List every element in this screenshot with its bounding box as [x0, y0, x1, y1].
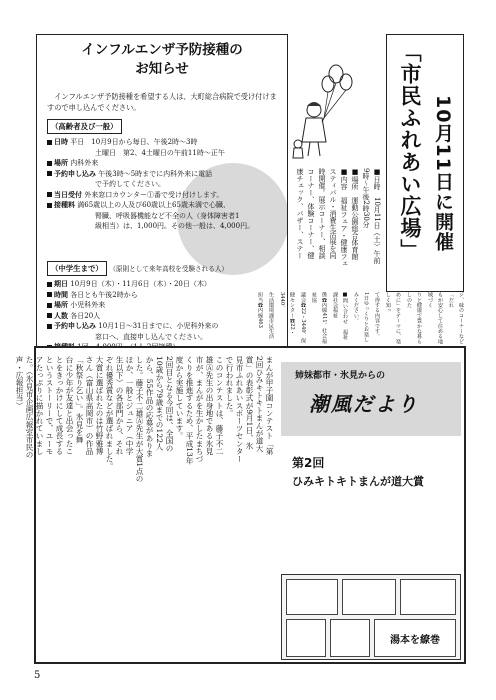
bullet-square — [47, 140, 52, 145]
vertical-text-column: りと健康で豊かな暮らしのた — [406, 292, 422, 344]
info-row — [47, 221, 283, 232]
flu-title-line2: お知らせ — [135, 61, 189, 77]
vertical-text-column: 10歳から79歳までの122人 — [155, 356, 164, 451]
vertical-text-column: ほか、一般とジュニア（中学 — [125, 356, 134, 455]
manga-panel — [400, 579, 456, 615]
info-row — [47, 300, 283, 311]
manga-artwork — [281, 574, 461, 660]
vertical-text-column: 見市ふれあいスポーツセンター — [235, 356, 244, 463]
vertical-text-column: ジ、味のコーナーなど「だれ — [448, 292, 464, 344]
vertical-text-column: 声・広報担当） — [15, 356, 24, 410]
manga-award-section — [15, 346, 466, 664]
info-text: 午後3時～5時までに内科外来に電話 — [98, 169, 213, 178]
festival-title-box — [386, 34, 464, 292]
vertical-text-column: て得する内容です。 — [374, 292, 380, 339]
award-heading-line1: 第2回 — [292, 456, 325, 470]
bullet-square — [47, 313, 52, 318]
vertical-text-column: 生以下）の各部門から、それ — [115, 356, 124, 455]
vertical-text-column: 2回ひみキトキトまんが道大 — [255, 356, 264, 453]
junior-section — [47, 261, 283, 353]
award-heading — [292, 454, 424, 489]
info-label: 期日 — [54, 280, 68, 288]
vertical-text-column: 2回目となる今回は、全国の — [165, 356, 174, 453]
vertical-text-column: 係☎内線411、社会福祉協 — [311, 292, 327, 344]
info-row — [47, 332, 283, 343]
vertical-text-column: 台に少年が友達と出会ったこ — [65, 356, 74, 455]
info-text: 10月1日～31日までに、小児科外来の — [98, 322, 219, 330]
banner-subtitle: 姉妹都市・氷見からの — [295, 371, 386, 381]
vertical-text-column: ■場所 運動公園総合体育館 — [351, 168, 359, 260]
bullet-square — [47, 161, 52, 166]
info-text: 級相当）は、1,000円。その他一般は、4,000円。 — [95, 222, 255, 230]
vertical-text-column: まんが甲子園コンテスト「第 — [265, 356, 274, 455]
flu-title-line1: インフルエンザ予防接種の — [81, 42, 243, 58]
vertical-text-column: 雄Ⓐ先生の出身地である氷見 — [205, 356, 214, 455]
info-label: 予約申し込み — [54, 169, 96, 178]
info-label: 当日受付 — [54, 190, 82, 199]
info-text: 平日 10月9日から毎日、午後2時～3時 — [70, 138, 198, 146]
vertical-text-column: くりを推進するため、平成13年 — [185, 356, 194, 465]
info-row — [47, 190, 283, 201]
vertical-text-column: というストーリーで、ユーモ — [45, 356, 54, 455]
shiokaze-banner — [281, 362, 461, 436]
info-row — [47, 290, 283, 301]
festival-details-bottom — [257, 292, 466, 344]
page-number: 5 — [34, 670, 41, 681]
info-text: 満65歳以上の人及び60歳以上65歳未満で心臓、 — [77, 201, 230, 209]
bullet-square — [47, 171, 52, 176]
vertical-text-column: 健センター☎22・3440、 — [279, 292, 295, 336]
info-row — [47, 200, 283, 211]
info-text: 外来窓口カウンター①番で受け付けします。 — [84, 190, 224, 199]
manga-panel — [286, 579, 338, 615]
vertical-text-column: した。藤子不二雄Ⓐ先生が大賞1点の — [135, 356, 144, 483]
vertical-text-column: とをきっかけにして成長する — [55, 356, 64, 455]
info-row — [47, 311, 283, 322]
award-heading-line2: ひみキトキトまんが道大賞 — [292, 475, 424, 488]
manga-panel — [286, 619, 326, 657]
info-text: 10月9日（木）・11月6日（木）・20日（木） — [70, 280, 211, 288]
vertical-text-column: 市が、まんがを生かしたまちづ — [195, 356, 204, 463]
info-label: 場所 — [54, 159, 68, 167]
bullet-square — [47, 203, 52, 208]
vertical-text-column: 度から実施しています。 — [175, 356, 184, 440]
manga-title-panel: 湯本を繚巻 — [374, 619, 456, 657]
vertical-text-column: 生活環境課市民生活 — [268, 292, 274, 339]
bullet-square — [47, 192, 52, 197]
info-text: 各日20人 — [70, 311, 101, 320]
vertical-text-column: ■内容 福祉フェア・健康フェ — [340, 168, 348, 267]
girl-with-balloons-illustration — [288, 60, 360, 160]
vertical-text-column: ■問い合わせ 福祉課社会福祉 — [332, 292, 348, 340]
vertical-text-column: から、55作品の応募がありま — [145, 356, 154, 457]
vertical-text-column: スティバル・消費生活展を同 — [329, 168, 337, 259]
vertical-text-column: 9時～午後2時30分 — [362, 168, 370, 228]
vertical-text-column: ■日時 10月11日（土）午前 — [373, 168, 381, 264]
vertical-text-column: 康チェック、バザー、ステー — [296, 168, 304, 259]
manga-panel — [342, 579, 396, 615]
flu-intro: インフルエンザ予防接種を希望する人は、大町総合病院で受け付けますので申し込んでください。 — [47, 92, 277, 112]
vertical-text-column: 1日ゆっくりとお楽しみください。 — [353, 292, 369, 343]
info-row — [47, 279, 283, 290]
info-label: 接種料 — [54, 201, 75, 209]
info-row — [47, 148, 283, 159]
info-text: 内科外来 — [70, 159, 99, 167]
festival-title: 「市民ふれあい広場」 — [398, 41, 422, 261]
vertical-text-column: 「秋祭り乞い」。氷見を舞 — [75, 356, 84, 444]
manga-panel — [330, 619, 370, 657]
info-label: 場所 — [54, 301, 68, 309]
vertical-text-column: このコンテストは、藤子不二 — [215, 356, 224, 455]
info-text: 土曜日 第2、4土曜日の午前11時～正午 — [95, 148, 225, 157]
manga-article — [15, 356, 274, 656]
info-text: 小児科外来 — [70, 301, 106, 309]
info-text: 窓口へ、直接申し込んでください。 — [95, 332, 207, 341]
junior-note: （原則として来年高校を受験される人） — [109, 265, 229, 273]
vertical-text-column: さん（富山県高岡市）の作品 — [85, 356, 94, 455]
vertical-text-column: 賞」の表彰式が9月1日、氷 — [245, 356, 254, 450]
vertical-text-column: もが安心して住める地域づく — [427, 292, 443, 344]
info-row — [47, 137, 283, 148]
elderly-heading: （高齢者及び一般） — [47, 119, 122, 134]
vertical-text-column: た。（氷見市企画広報室市民の — [25, 356, 34, 459]
flu-title — [37, 41, 287, 79]
junior-heading: （中学生まで） — [47, 261, 107, 276]
info-text: 腎臓、呼吸器機能など不全の人（身体障害者1 — [95, 211, 240, 220]
bullet-square — [47, 324, 52, 329]
vertical-text-column: めに」をテーマに、楽しく知っ — [385, 292, 401, 344]
vertical-text-column: 議会☎22・3440、保 — [300, 292, 306, 344]
info-label: 予約申し込み — [54, 322, 96, 330]
info-row — [47, 169, 283, 180]
elderly-section — [47, 119, 283, 232]
info-label: 人数 — [54, 311, 68, 320]
vertical-text-column: コーナー、体験コーナー、健 — [307, 168, 315, 259]
bullet-square — [47, 292, 52, 297]
bullet-square — [47, 303, 52, 308]
info-row — [47, 211, 283, 222]
info-text: 各日とも午後2時から — [70, 290, 138, 299]
vertical-text-column: 時開催。展示コーナー、相談 — [318, 168, 326, 259]
info-label: 日時 — [54, 138, 68, 146]
bullet-square — [47, 282, 52, 287]
info-row — [47, 179, 283, 190]
festival-date-title: 10月11日に開催 — [432, 95, 454, 252]
vertical-text-column: 大賞に選ばれたのは竹野雅博 — [95, 356, 104, 455]
info-text: で予約してください。 — [95, 180, 165, 188]
vertical-text-column: で行われました。 — [225, 356, 234, 417]
vertical-text-column: アたっぷりに描かれていまし — [35, 356, 44, 455]
info-label: 時間 — [54, 290, 68, 299]
banner-title: 潮風だより — [309, 392, 419, 416]
vertical-text-column: 担当☎内線463 — [257, 292, 263, 328]
info-row — [47, 158, 283, 169]
info-row — [47, 321, 283, 332]
vertical-text-column: ぞれ優秀賞などが選ばれました。 — [105, 356, 114, 470]
